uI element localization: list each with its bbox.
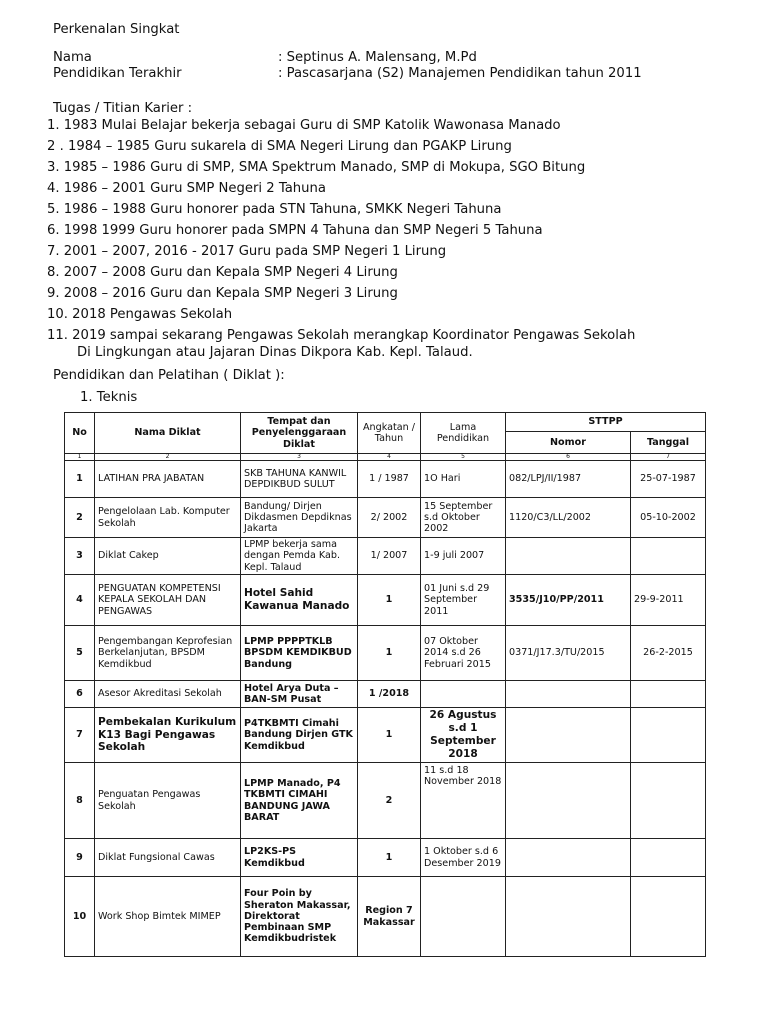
table-row [65,575,706,626]
career-item: 7. 2001 – 2007, 2016 - 2017 Guru pada SMP Negeri 1 Lirung [47,244,447,259]
cell-no: 10 [65,877,95,957]
cell-tanggal: 25-07-1987 [631,461,706,498]
cell-nomor [506,708,631,763]
cell-tempat: Hotel Arya Duta – BAN-SM Pusat [241,681,358,708]
cell-nama: Diklat Fungsional Cawas [95,839,241,877]
table-row [65,877,706,957]
cell-nama: Pembekalan Kurikulum K13 Bagi Pengawas Sekolah [95,708,241,763]
career-item: 4. 1986 – 2001 Guru SMP Negeri 2 Tahuna [47,181,326,196]
career-item: 3. 1985 – 1986 Guru di SMP, SMA Spektrum Manado, SMP di Mokupa, SGO Bitung [47,160,586,175]
career-item: 9. 2008 – 2016 Guru dan Kepala SMP Negeri 3 Lirung [47,286,398,301]
cell-tanggal [631,681,706,708]
cell-tempat: Four Poin by Sheraton Makassar, Direktorat Pembinaan SMP Kemdikbudristek [241,877,358,957]
cell-angkatan: Region 7 Makassar [358,877,421,957]
header-nama-diklat: Nama Diklat [95,413,241,454]
table-row [65,681,706,708]
cell-angkatan: 2 [358,763,421,839]
cell-lama: 07 Oktober 2014 s.d 26 Februari 2015 [421,626,506,681]
cell-tanggal [631,538,706,575]
career-item: 8. 2007 – 2008 Guru dan Kepala SMP Negeri 4 Lirung [47,265,398,280]
cell-tanggal: 05-10-2002 [631,498,706,538]
header-angkatan: Angkatan / Tahun [358,413,421,454]
table-row [65,708,706,763]
career-item: 6. 1998 1999 Guru honorer pada SMPN 4 Tahuna dan SMP Negeri 5 Tahuna [47,223,543,238]
header-lama: Lama Pendidikan [421,413,506,454]
table-row [65,461,706,498]
cell-nama: Asesor Akreditasi Sekolah [95,681,241,708]
cell-tempat: Bandung/ Dirjen Dikdasmen Depdiknas Jakarta [241,498,358,538]
table-row [65,626,706,681]
cell-tempat: Hotel Sahid Kawanua Manado [241,575,358,626]
cell-lama: 01 Juni s.d 29 September 2011 [421,575,506,626]
training-subheading: 1. Teknis [80,390,138,405]
cell-tanggal: 26-2-2015 [631,626,706,681]
cell-no: 3 [65,538,95,575]
cell-nomor: 0371/J17.3/TU/2015 [506,626,631,681]
cell-tanggal: 29-9-2011 [631,575,706,626]
cell-nama: Pengembangan Keprofesian Berkelanjutan, BPSDM Kemdikbud [95,626,241,681]
cell-lama: 26 Agustus s.d 1 September 2018 [421,708,506,763]
cell-tanggal [631,839,706,877]
cell-nomor: 1120/C3/LL/2002 [506,498,631,538]
cell-lama: 15 September s.d Oktober 2002 [421,498,506,538]
cell-angkatan: 1 / 1987 [358,461,421,498]
career-item-continuation: Di Lingkungan atau Jajaran Dinas Dikpora Kab. Kepl. Talaud. [77,345,473,360]
cell-tempat: SKB TAHUNA KANWIL DEPDIKBUD SULUT [241,461,358,498]
cell-no: 2 [65,498,95,538]
cell-tempat: P4TKBMTI Cimahi Bandung Dirjen GTK Kemdikbud [241,708,358,763]
table-row [65,538,706,575]
cell-no: 5 [65,626,95,681]
table-row [65,839,706,877]
header-tanggal: Tanggal [631,432,706,454]
cell-lama [421,877,506,957]
career-item: 10. 2018 Pengawas Sekolah [47,307,233,322]
education-value: : Pascasarjana (S2) Manajemen Pendidikan tahun 2011 [278,66,642,81]
cell-nomor: 3535/J10/PP/2011 [506,575,631,626]
cell-nomor: 082/LPJ/II/1987 [506,461,631,498]
career-item: 5. 1986 – 1988 Guru honorer pada STN Tahuna, SMKK Negeri Tahuna [47,202,502,217]
column-number: 7 [631,454,706,461]
cell-nama: Work Shop Bimtek MIMEP [95,877,241,957]
column-number: 4 [358,454,421,461]
column-number: 3 [241,454,358,461]
cell-lama: 1O Hari [421,461,506,498]
career-item: 1. 1983 Mulai Belajar bekerja sebagai Guru di SMP Katolik Wawonasa Manado [47,118,561,133]
cell-angkatan: 2/ 2002 [358,498,421,538]
column-number-row [65,454,706,461]
cell-nomor [506,538,631,575]
cell-no: 1 [65,461,95,498]
column-number: 1 [65,454,95,461]
cell-no: 4 [65,575,95,626]
education-label: Pendidikan Terakhir [53,66,182,81]
cell-nama: PENGUATAN KOMPETENSI KEPALA SEKOLAH DAN PENGAWAS [95,575,241,626]
cell-nama: Diklat Cakep [95,538,241,575]
career-item: 11. 2019 sampai sekarang Pengawas Sekolah merangkap Koordinator Pengawas Sekolah [47,328,636,343]
table-row [65,763,706,839]
column-number: 2 [95,454,241,461]
training-heading: Pendidikan dan Pelatihan ( Diklat ): [53,368,285,383]
cell-angkatan: 1/ 2007 [358,538,421,575]
career-item: 2 . 1984 – 1985 Guru sukarela di SMA Negeri Lirung dan PGAKP Lirung [47,139,512,154]
cell-nomor [506,839,631,877]
cell-no: 8 [65,763,95,839]
cell-no: 7 [65,708,95,763]
header-tempat: Tempat dan Penyelenggaraan Diklat [241,413,358,454]
header-sttpp: STTPP [506,413,706,432]
header-nomor: Nomor [506,432,631,454]
cell-nama: Pengelolaan Lab. Komputer Sekolah [95,498,241,538]
cell-angkatan: 1 [358,708,421,763]
cell-tanggal [631,763,706,839]
cell-nomor [506,681,631,708]
cell-nomor [506,763,631,839]
cell-tempat: LPMP bekerja sama dengan Pemda Kab. Kepl. Talaud [241,538,358,575]
cell-no: 9 [65,839,95,877]
cell-lama: 11 s.d 18 November 2018 [421,763,506,839]
cell-no: 6 [65,681,95,708]
cell-tempat: LPMP Manado, P4 TKBMTI CIMAHI BANDUNG JAWA BARAT [241,763,358,839]
cell-tempat: LP2KS-PS Kemdikbud [241,839,358,877]
cell-nomor [506,877,631,957]
cell-nama: LATIHAN PRA JABATAN [95,461,241,498]
table-row [65,498,706,538]
cell-angkatan: 1 [358,575,421,626]
cell-lama [421,681,506,708]
cell-angkatan: 1 [358,839,421,877]
header-no: No [65,413,95,454]
cell-tanggal [631,708,706,763]
page-title: Perkenalan Singkat [53,22,180,37]
cell-angkatan: 1 /2018 [358,681,421,708]
cell-nama: Penguatan Pengawas Sekolah [95,763,241,839]
cell-lama: 1-9 juli 2007 [421,538,506,575]
cell-angkatan: 1 [358,626,421,681]
column-number: 6 [506,454,631,461]
name-value: : Septinus A. Malensang, M.Pd [278,50,477,65]
cell-tempat: LPMP PPPPTKLB BPSDM KEMDIKBUD Bandung [241,626,358,681]
career-heading: Tugas / Titian Karier : [53,101,193,116]
diklat-table [64,412,706,957]
cell-tanggal [631,877,706,957]
name-label: Nama [53,50,92,65]
column-number: 5 [421,454,506,461]
cell-lama: 1 Oktober s.d 6 Desember 2019 [421,839,506,877]
